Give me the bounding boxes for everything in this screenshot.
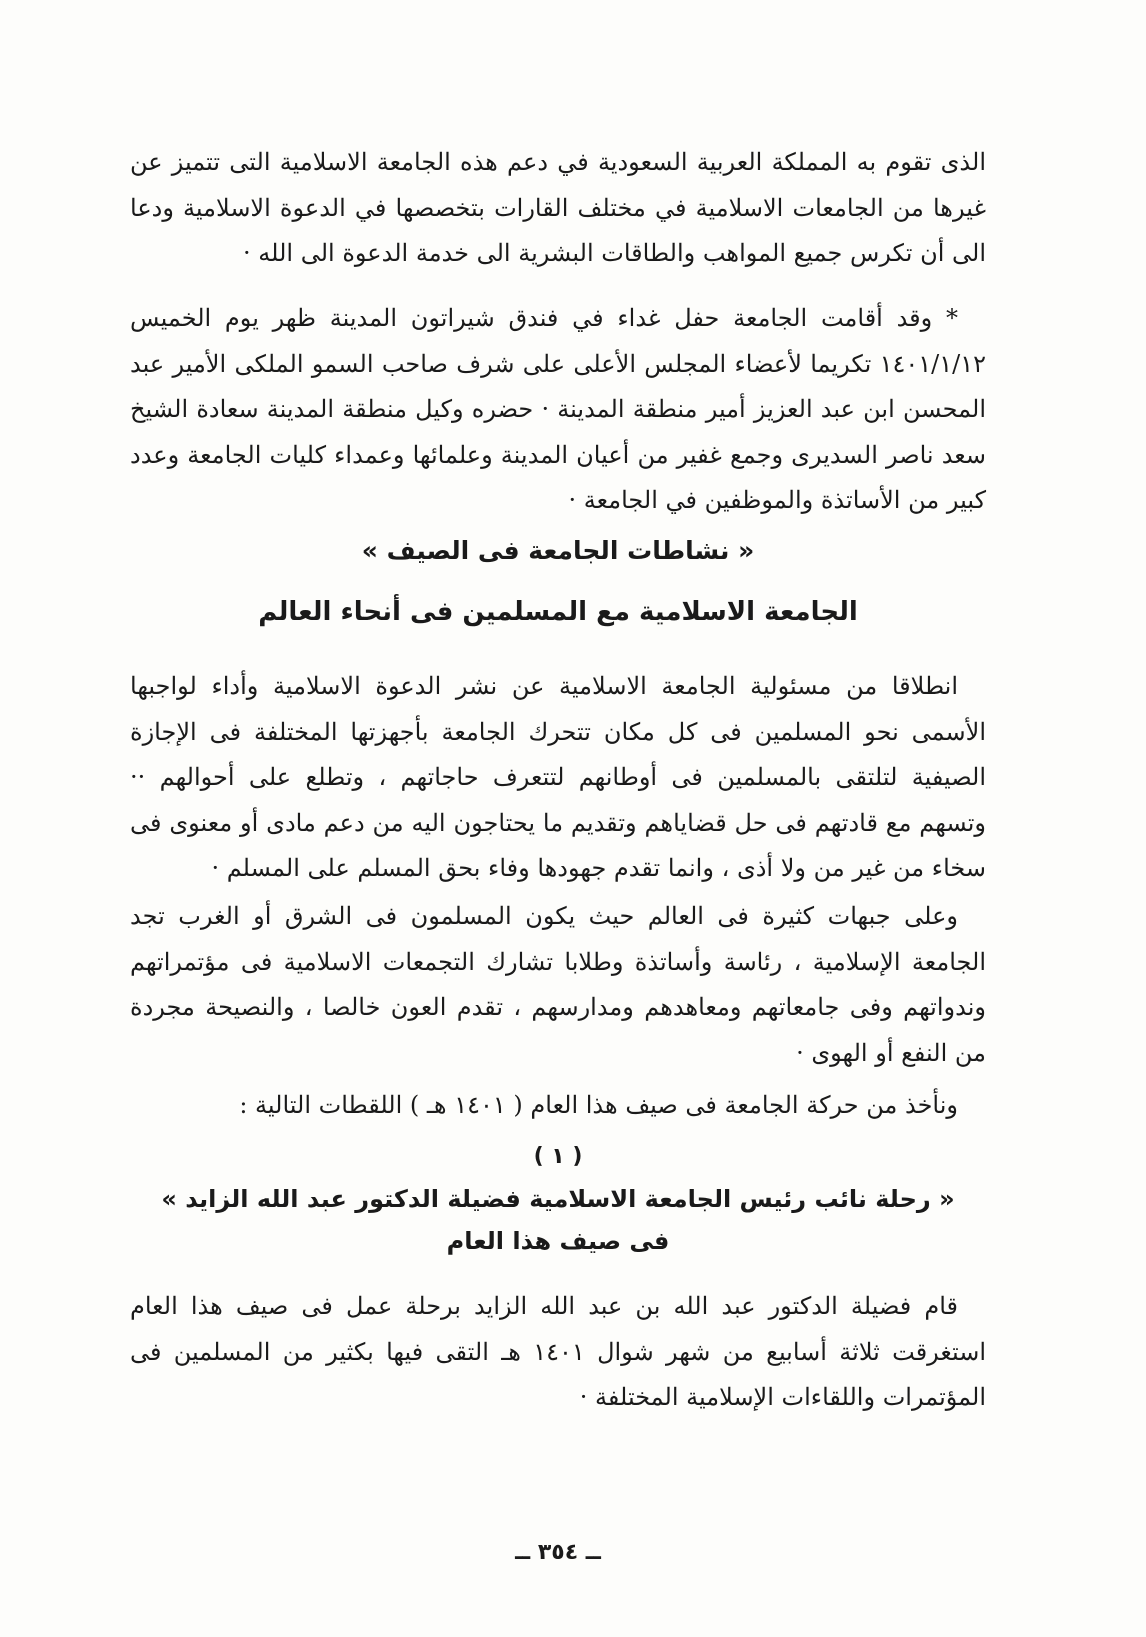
- paragraph-text: * وقد أقامت الجامعة حفل غداء في فندق شيراتون المدينة ظهر يوم الخميس ١٤٠١/١/١٢ تكريما لأعضاء المجلس الأعلى على شرف صاحب السمو الملكى الأمير عبد المحسن ابن عبد العزيز أمير منطقة المدينة · حضره وكيل منطقة المدينة سعادة الشيخ سعد ناصر السديرى وجمع غفير من أعيان المدينة وعلمائها وعمداء كليات الجامعة وعدد كبير من الأساتذة والموظفين في الجامعة ·: [130, 304, 986, 514]
- paragraph-text: وعلى جبهات كثيرة فى العالم حيث يكون المسلمون فى الشرق أو الغرب تجد الجامعة الإسلامية ، رئاسة وأساتذة وطلابا تشارك التجمعات الاسلامية فى مؤتمراتهم وندواتهم وفى جامعاتهم ومعاهدهم ومدارسهم ، تقدم العون خالصا ، والنصيحة مجردة من النفع أو الهوى ·: [130, 902, 986, 1067]
- paragraph-text: الذى تقوم به المملكة العربية السعودية في دعم هذه الجامعة الاسلامية التى تتميز عن غيرها من الجامعات الاسلامية في مختلف القارات بتخصصها في الدعوة الاسلامية ودعا الى أن تكرس جميع المواهب والطاقات البشرية الى خدمة الدعوة الى الله ·: [130, 148, 986, 267]
- section-subtitle: الجامعة الاسلامية مع المسلمين فى أنحاء العالم: [258, 597, 858, 627]
- paragraph-text: قام فضيلة الدكتور عبد الله بن عبد الله الزايد برحلة عمل فى صيف هذا العام استغرقت ثلاثة أسابيع من شهر شوال ١٤٠١ هـ التقى فيها بكثير من المسلمين فى المؤتمرات واللقاءات الإسلامية المختلفة ·: [130, 1292, 987, 1411]
- paragraph-block-1: [130, 140, 986, 277]
- paragraph-block-2: [130, 296, 986, 524]
- paragraph-block-6: [130, 1284, 986, 1421]
- item-number: ( ١ ): [533, 1144, 583, 1169]
- section-title: « نشاطات الجامعة فى الصيف »: [361, 536, 755, 565]
- paragraph-block-5: [130, 1083, 986, 1129]
- paragraph-block-4: [130, 894, 986, 1076]
- item-title-continued: فى صيف هذا العام: [446, 1227, 670, 1255]
- paragraph-block-3: [130, 664, 986, 892]
- paragraph-text: ونأخذ من حركة الجامعة فى صيف هذا العام ( ١٤٠١ هـ ) اللقطات التالية :: [239, 1091, 958, 1119]
- item-title: « رحلة نائب رئيس الجامعة الاسلامية فضيلة الدكتور عبد الله الزايد »: [161, 1185, 955, 1213]
- paragraph-text: انطلاقا من مسئولية الجامعة الاسلامية عن نشر الدعوة الاسلامية وأداء لواجبها الأسمى نحو المسلمين فى كل مكان تتحرك الجامعة بأجهزتها المختلفة فى الإجازة الصيفية لتلتقى بالمسلمين فى أوطانهم لتتعرف حاجاتهم ، وتطلع على أحوالهم ·· وتسهم مع قادتهم فى حل قضاياهم وتقديم ما يحتاجون اليه من دعم مادى أو معنوى فى سخاء من غير من ولا أذى ، وانما تقدم جهودها وفاء بحق المسلم على المسلم ·: [130, 672, 987, 882]
- page-number: ــ ٣٥٤ ــ: [515, 1540, 601, 1565]
